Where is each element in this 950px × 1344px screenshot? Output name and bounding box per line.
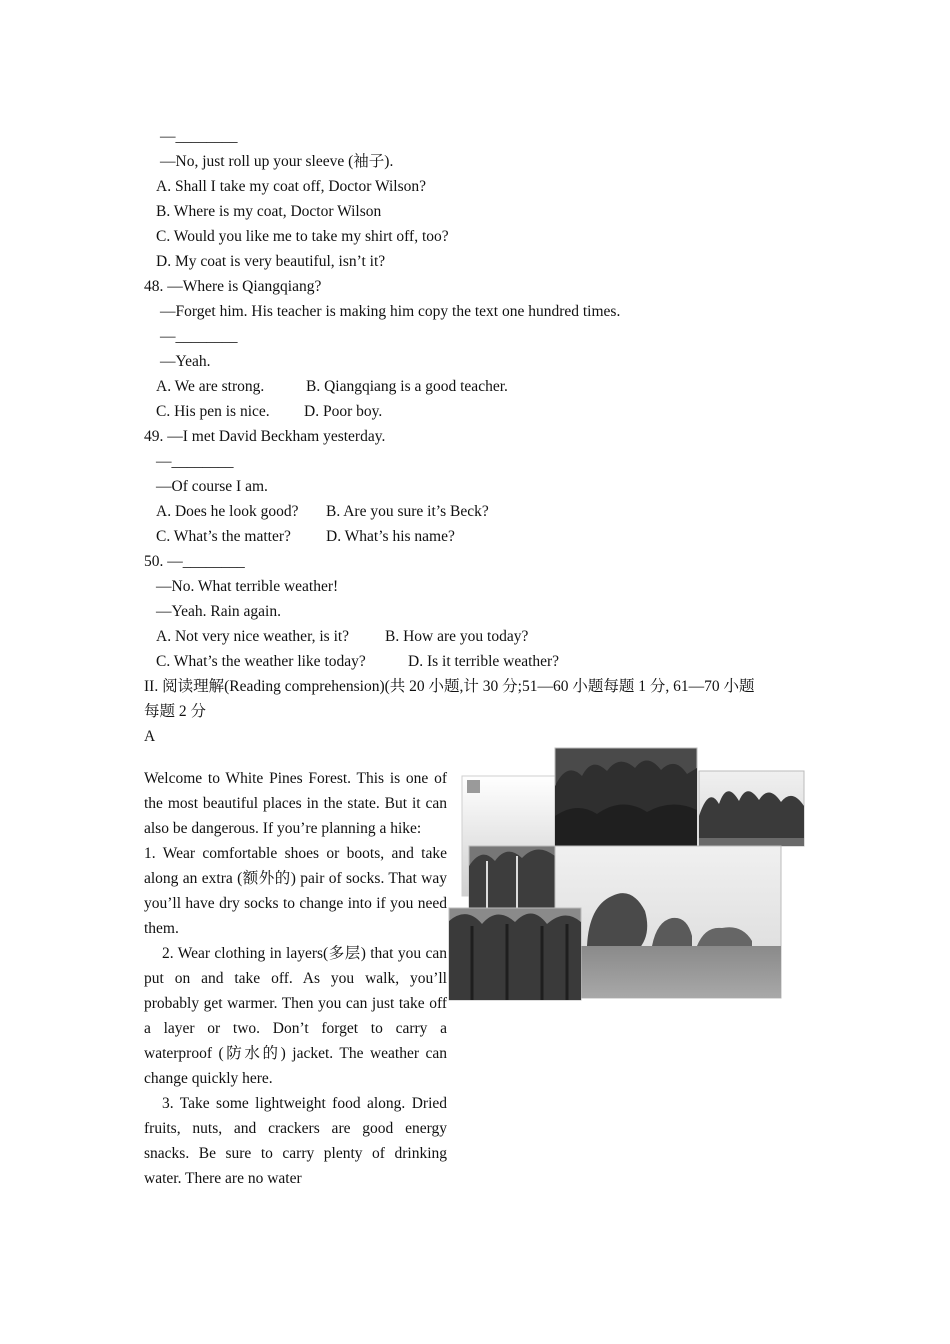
q50-line3: —Yeah. Rain again.: [156, 603, 281, 620]
q49-question: 49. —I met David Beckham yesterday.: [144, 428, 386, 445]
q50-option-a: A. Not very nice weather, is it?: [156, 628, 350, 645]
q49-option-c: C. What’s the matter?: [156, 528, 291, 545]
q49-option-d: D. What’s his name?: [326, 528, 455, 545]
q48-option-a: A. We are strong.: [156, 378, 265, 395]
q48-blank: —________: [160, 328, 238, 345]
forest-collage-image: [447, 746, 807, 1002]
passage-tip-3: 3. Take some lightweight food along. Dried fruits, nuts, and crackers are good energy snacks. Be sure to carry plenty of drinking water. There are no water: [144, 1095, 447, 1187]
q48-line2: —Forget him. His teacher is making him copy the text one hundred times.: [160, 303, 621, 320]
q47-answer: —No, just roll up your sleeve (袖子).: [160, 153, 394, 170]
q50-line2: —No. What terrible weather!: [156, 578, 339, 595]
q49-line3: —Of course I am.: [156, 478, 268, 495]
forest-photo-collage: [447, 746, 807, 1002]
q48-question: 48. —Where is Qiangqiang?: [144, 278, 322, 295]
q50-option-d: D. Is it terrible weather?: [408, 653, 560, 670]
q47-option-d: D. My coat is very beautiful, isn’t it?: [156, 253, 386, 270]
passage-body: [144, 766, 447, 1191]
q49-option-b: B. Are you sure it’s Beck?: [326, 503, 489, 520]
q50-question: 50. —________: [144, 553, 245, 570]
q48-option-c: C. His pen is nice.: [156, 403, 270, 420]
passage-tip-1: 1. Wear comfortable shoes or boots, and take along an extra (额外的) pair of socks. That way you’ll have dry socks to change into if you need them.: [144, 845, 447, 937]
passage-tip-2: 2. Wear clothing in layers(多层) that you can put on and take off. As you walk, you’ll probably get warmer. Then you can just take off a layer or two. Don’t forget to carry a waterproof (防水的) jacket. The weather can change quickly here.: [144, 945, 447, 1087]
q47-blank: —________: [160, 128, 238, 145]
q48-line4: —Yeah.: [160, 353, 211, 370]
q47-option-b: B. Where is my coat, Doctor Wilson: [156, 203, 382, 220]
q48-option-d: D. Poor boy.: [304, 403, 383, 420]
passage-label: A: [144, 728, 156, 745]
q48-option-b: B. Qiangqiang is a good teacher.: [306, 378, 508, 395]
section-heading-cont: 每题 2 分: [144, 703, 207, 720]
q49-blank: —________: [156, 453, 234, 470]
section-heading: II. 阅读理解(Reading comprehension)(共 20 小题,计 30 分;51—60 小题每题 1 分, 61—70 小题: [144, 678, 755, 695]
q50-option-c: C. What’s the weather like today?: [156, 653, 366, 670]
q47-option-c: C. Would you like me to take my shirt off, too?: [156, 228, 449, 245]
q50-option-b: B. How are you today?: [385, 628, 529, 645]
q47-option-a: A. Shall I take my coat off, Doctor Wilson?: [156, 178, 426, 195]
passage-intro: Welcome to White Pines Forest. This is one of the most beautiful places in the state. But it can also be dangerous. If you’re planning a hike:: [144, 770, 447, 837]
q49-option-a: A. Does he look good?: [156, 503, 299, 520]
